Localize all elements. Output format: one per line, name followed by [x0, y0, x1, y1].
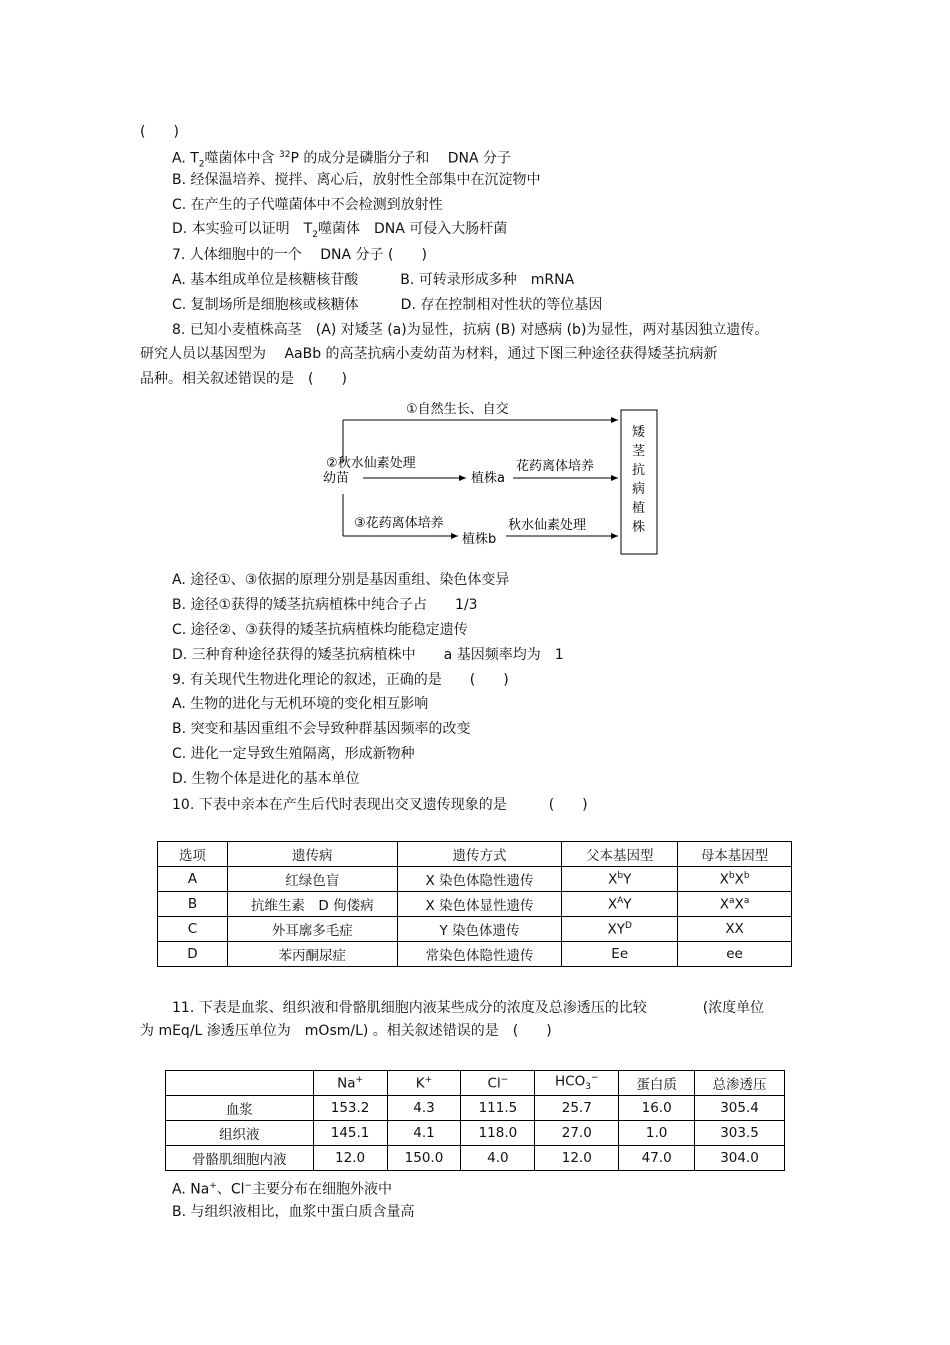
cell: 47.0: [619, 1146, 695, 1171]
q7-options-ab: A. 基本组成单位是核糖核苷酸 B. 可转录形成多种 mRNA: [172, 272, 575, 288]
text: X: [608, 871, 618, 888]
q6-option-b: B. 经保温培养、搅拌、离心后，放射性全部集中在沉淀物中: [172, 172, 541, 188]
cell-mother-genotype: XX: [678, 917, 792, 942]
plant-b-label: 植株b: [462, 532, 497, 547]
cell: 1.0: [619, 1121, 695, 1146]
q8-stem-2: 研究人员以基因型为 AaBb 的高茎抗病小麦幼苗为材料，通过下图三种途径获得矮茎抗病新: [140, 346, 718, 362]
text: XY: [607, 921, 625, 938]
q9-stem: 9. 有关现代生物进化理论的叙述，正确的是 ( ): [172, 672, 509, 688]
subscript: 2: [312, 229, 318, 240]
cell: 305.4: [695, 1096, 785, 1121]
q8-option-d: D. 三种育种途径获得的矮茎抗病植株中 a 基因频率均为 1: [172, 647, 564, 663]
header-cell: 母本基因型: [678, 842, 792, 867]
cell: B: [158, 892, 228, 917]
path2-label: ②秋水仙素处理: [326, 456, 416, 471]
header-cell: [535, 1071, 619, 1096]
text: P 的成分是磷脂分子和 DNA 分子: [290, 150, 512, 167]
table-header-row: [166, 1071, 785, 1096]
superscript: −: [244, 1181, 253, 1191]
superscript: A: [617, 895, 624, 906]
subscript: 2: [198, 159, 205, 170]
table-header-row: [158, 842, 792, 867]
cell: 4.3: [387, 1096, 461, 1121]
cell: 常染色体隐性遗传: [397, 942, 562, 967]
cell: A: [158, 867, 228, 892]
cell: X 染色体显性遗传: [397, 892, 562, 917]
cell: 12.0: [535, 1146, 619, 1171]
q9-option-d: D. 生物个体是进化的基本单位: [172, 771, 360, 787]
answer-bracket: ( ): [140, 124, 179, 140]
q9-option-c: C. 进化一定导致生殖隔离，形成新物种: [172, 746, 415, 762]
superscript: b: [617, 870, 624, 881]
cell-father-genotype: [562, 867, 678, 892]
cell: 111.5: [461, 1096, 535, 1121]
text: X: [607, 896, 618, 913]
cell: X 染色体隐性遗传: [397, 867, 562, 892]
cell: 145.1: [313, 1121, 387, 1146]
superscript: b: [743, 870, 750, 881]
superscript: a: [743, 895, 750, 906]
cell-mother-genotype: ee: [678, 942, 792, 967]
superscript: −: [500, 1074, 509, 1085]
superscript: a: [729, 895, 735, 906]
header-cell: 蛋白质: [619, 1071, 695, 1096]
q8-option-c: C. 途径②、③获得的矮茎抗病植株均能稳定遗传: [172, 622, 468, 638]
text: 主要分布在细胞外液中: [252, 1181, 393, 1198]
cell-father-genotype: Ee: [562, 942, 678, 967]
text: 噬菌体 DNA 可侵入大肠杆菌: [317, 221, 508, 237]
text: Y: [623, 896, 632, 913]
result-char: 株: [632, 520, 646, 535]
q11-table: [165, 1070, 785, 1171]
cell: C: [158, 917, 228, 942]
q9-option-a: A. 生物的进化与无机环境的变化相互影响: [172, 696, 429, 712]
cell-father-genotype: [562, 892, 678, 917]
header-cell: 选项: [158, 842, 228, 867]
q6-option-c: C. 在产生的子代噬菌体中不会检测到放射性: [172, 197, 443, 213]
superscript: +: [424, 1074, 433, 1085]
table-row: [158, 917, 792, 942]
path3-label: ③花药离体培养: [354, 516, 444, 531]
text: X: [719, 896, 730, 913]
header-cell-empty: [166, 1071, 314, 1096]
table-row: [158, 892, 792, 917]
cell: 抗维生素 D 佝偻病: [227, 892, 397, 917]
text: K: [415, 1075, 425, 1092]
cell: 骨骼肌细胞内液: [166, 1146, 314, 1171]
table-row: [166, 1121, 785, 1146]
header-cell: [387, 1071, 461, 1096]
header-cell: [461, 1071, 535, 1096]
superscript: 32: [278, 150, 291, 160]
text: Y: [623, 871, 632, 888]
breeding-pathway-diagram: [318, 396, 663, 558]
q10-stem: 10. 下表中亲本在产生后代时表现出交叉遗传现象的是 ( ): [172, 797, 588, 813]
table-row: [166, 1096, 785, 1121]
result-char: 病: [632, 482, 646, 497]
superscript: b: [728, 870, 735, 881]
cell: 4.0: [461, 1146, 535, 1171]
text: X: [719, 871, 729, 888]
q9-option-b: B. 突变和基因重组不会导致种群基因频率的改变: [172, 721, 471, 737]
superscript: −: [590, 1073, 599, 1084]
cell: Y 染色体遗传: [397, 917, 562, 942]
cell: 血浆: [166, 1096, 314, 1121]
text: X: [734, 896, 744, 913]
header-cell: 父本基因型: [562, 842, 678, 867]
cell: 外耳廓多毛症: [227, 917, 397, 942]
path3b-label: 秋水仙素处理: [508, 518, 587, 533]
table-row: [158, 942, 792, 967]
q8-option-a: A. 途径①、③依据的原理分别是基因重组、染色体变异: [172, 572, 510, 588]
path2b-label: 花药离体培养: [516, 459, 595, 474]
text: 噬菌体中含: [204, 150, 279, 167]
header-cell: 遗传方式: [397, 842, 562, 867]
cell: 12.0: [313, 1146, 387, 1171]
cell-father-genotype: [562, 917, 678, 942]
cell-mother-genotype: [678, 892, 792, 917]
cell: 组织液: [166, 1121, 314, 1146]
cell: 153.2: [313, 1096, 387, 1121]
cell: 16.0: [619, 1096, 695, 1121]
text: Na: [337, 1075, 356, 1092]
cell: D: [158, 942, 228, 967]
text: Cl: [487, 1075, 501, 1092]
q11-option-b: B. 与组织液相比，血浆中蛋白质含量高: [172, 1204, 415, 1220]
result-char: 植: [632, 501, 646, 516]
q6-option-d: [172, 219, 507, 245]
seedling-label: 幼苗: [323, 471, 350, 486]
header-cell: 总渗透压: [695, 1071, 785, 1096]
plant-a-label: 植株a: [471, 471, 505, 486]
table-row: [158, 867, 792, 892]
text: D. 本实验可以证明 T: [172, 221, 313, 237]
q8-option-b: B. 途径①获得的矮茎抗病植株中纯合子占 1/3: [172, 597, 478, 613]
q8-stem-1: 8. 已知小麦植株高茎 (A) 对矮茎 (a)为显性，抗病 (B) 对感病 (b)为显性，两对基因独立遗传。: [172, 322, 769, 338]
cell: 303.5: [695, 1121, 785, 1146]
text: A. Na: [172, 1181, 210, 1198]
cell: 4.1: [387, 1121, 461, 1146]
q11-stem-1: 11. 下表是血浆、组织液和骨骼肌细胞内液某些成分的浓度及总渗透压的比较 (浓度单位: [172, 1000, 765, 1016]
result-char: 茎: [632, 444, 646, 459]
q10-table: [157, 841, 792, 967]
superscript: +: [209, 1181, 217, 1191]
superscript: D: [625, 920, 632, 931]
text: X: [734, 871, 744, 888]
q7-options-cd: C. 复制场所是细胞核或核糖体 D. 存在控制相对性状的等位基因: [172, 297, 603, 313]
q8-stem-3: 品种。相关叙述错误的是 ( ): [140, 371, 347, 387]
header-cell: 遗传病: [227, 842, 397, 867]
header-cell: [313, 1071, 387, 1096]
q11-stem-2: 为 mEq/L 渗透压单位为 mOsm/L) 。相关叙述错误的是 ( ): [140, 1023, 552, 1039]
text: 、Cl: [216, 1181, 245, 1198]
cell: 118.0: [461, 1121, 535, 1146]
cell: 苯丙酮尿症: [227, 942, 397, 967]
cell-mother-genotype: [678, 867, 792, 892]
cell: 25.7: [535, 1096, 619, 1121]
text: HCO: [555, 1073, 586, 1090]
cell: 红绿色盲: [227, 867, 397, 892]
cell: 150.0: [387, 1146, 461, 1171]
path1-label: ①自然生长、自交: [406, 402, 509, 417]
cell: 304.0: [695, 1146, 785, 1171]
cell: 27.0: [535, 1121, 619, 1146]
text: A. T: [172, 150, 199, 167]
result-char: 矮: [632, 425, 646, 440]
result-char: 抗: [632, 463, 646, 478]
q11-option-a: [172, 1176, 392, 1200]
table-row: [166, 1146, 785, 1171]
superscript: +: [355, 1074, 364, 1085]
subscript: 3: [585, 1082, 591, 1093]
q7-stem: 7. 人体细胞中的一个 DNA 分子 ( ): [172, 247, 427, 263]
